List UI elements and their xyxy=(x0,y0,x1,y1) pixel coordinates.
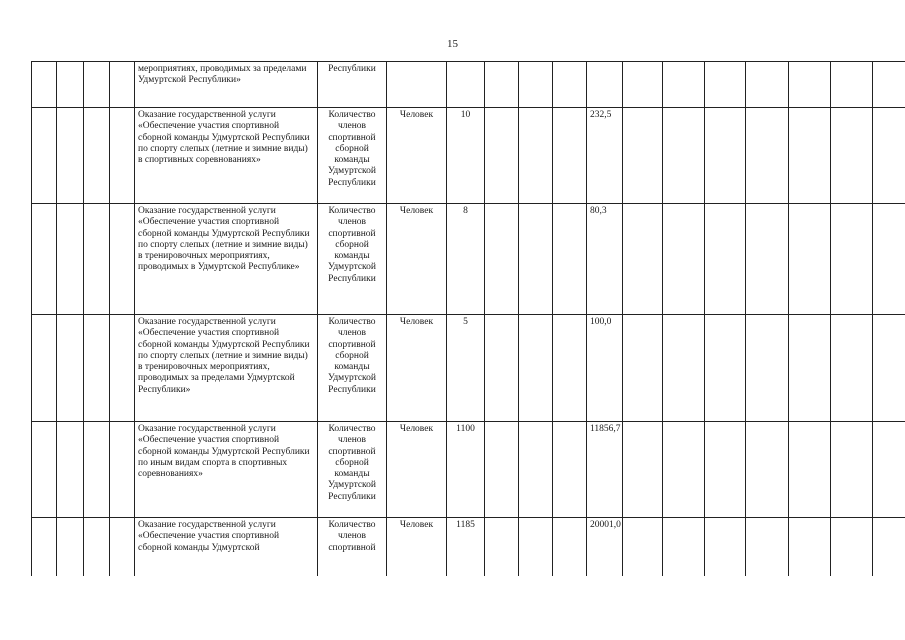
indicator-value: 8 xyxy=(447,204,485,315)
table-row xyxy=(32,108,905,204)
empty-cell xyxy=(57,204,84,315)
empty-cell xyxy=(553,62,587,108)
empty-cell xyxy=(831,108,873,204)
empty-cell xyxy=(789,422,831,518)
empty-cell xyxy=(110,518,135,577)
empty-cell xyxy=(32,108,57,204)
empty-cell xyxy=(623,315,663,422)
empty-cell xyxy=(831,315,873,422)
empty-cell xyxy=(746,62,789,108)
indicator-name: Количество членов спортивной xyxy=(318,518,387,577)
amount: 80,3 xyxy=(587,204,623,315)
empty-cell xyxy=(831,518,873,577)
table-row xyxy=(32,422,905,518)
indicator-name: Республики xyxy=(318,62,387,108)
unit xyxy=(387,62,447,108)
empty-cell xyxy=(32,62,57,108)
empty-cell xyxy=(485,204,519,315)
empty-cell xyxy=(623,108,663,204)
indicator-name: Количество членов спортивной сборной команды Удмуртской Республики xyxy=(318,315,387,422)
empty-cell xyxy=(519,204,553,315)
empty-cell xyxy=(705,108,746,204)
empty-cell xyxy=(519,108,553,204)
empty-cell xyxy=(485,518,519,577)
empty-cell xyxy=(873,204,905,315)
amount xyxy=(587,62,623,108)
unit: Человек xyxy=(387,422,447,518)
empty-cell xyxy=(57,108,84,204)
empty-cell xyxy=(485,62,519,108)
empty-cell xyxy=(110,108,135,204)
empty-cell xyxy=(57,422,84,518)
amount: 100,0 xyxy=(587,315,623,422)
empty-cell xyxy=(789,315,831,422)
empty-cell xyxy=(663,422,705,518)
empty-cell xyxy=(57,518,84,577)
empty-cell xyxy=(789,62,831,108)
empty-cell xyxy=(873,422,905,518)
empty-cell xyxy=(110,422,135,518)
empty-cell xyxy=(519,422,553,518)
empty-cell xyxy=(519,62,553,108)
empty-cell xyxy=(32,204,57,315)
page-number: 15 xyxy=(447,38,458,50)
table-row xyxy=(32,62,905,108)
empty-cell xyxy=(831,422,873,518)
amount: 20001,0 xyxy=(587,518,623,577)
empty-cell xyxy=(32,315,57,422)
empty-cell xyxy=(746,108,789,204)
empty-cell xyxy=(705,518,746,577)
empty-cell xyxy=(84,518,110,577)
empty-cell xyxy=(746,204,789,315)
empty-cell xyxy=(873,315,905,422)
empty-cell xyxy=(705,315,746,422)
empty-cell xyxy=(84,315,110,422)
empty-cell xyxy=(746,518,789,577)
empty-cell xyxy=(553,422,587,518)
empty-cell xyxy=(485,315,519,422)
unit: Человек xyxy=(387,108,447,204)
empty-cell xyxy=(110,204,135,315)
empty-cell xyxy=(553,315,587,422)
amount: 232,5 xyxy=(587,108,623,204)
empty-cell xyxy=(32,518,57,577)
empty-cell xyxy=(57,62,84,108)
service-name: Оказание государственной услуги «Обеспечение участия спортивной сборной команды Удмуртской xyxy=(135,518,318,577)
empty-cell xyxy=(789,108,831,204)
empty-cell xyxy=(831,204,873,315)
empty-cell xyxy=(485,108,519,204)
empty-cell xyxy=(663,204,705,315)
service-name: Оказание государственной услуги «Обеспечение участия спортивной сборной команды Удмуртской Республики по иным видам спорта в спортивных соревнованиях» xyxy=(135,422,318,518)
empty-cell xyxy=(831,62,873,108)
empty-cell xyxy=(705,62,746,108)
empty-cell xyxy=(789,204,831,315)
empty-cell xyxy=(553,108,587,204)
empty-cell xyxy=(746,315,789,422)
empty-cell xyxy=(663,518,705,577)
empty-cell xyxy=(705,204,746,315)
empty-cell xyxy=(110,62,135,108)
empty-cell xyxy=(705,422,746,518)
indicator-value: 1185 xyxy=(447,518,485,577)
indicator-value: 5 xyxy=(447,315,485,422)
empty-cell xyxy=(663,62,705,108)
empty-cell xyxy=(873,108,905,204)
unit: Человек xyxy=(387,204,447,315)
indicator-value: 10 xyxy=(447,108,485,204)
empty-cell xyxy=(553,518,587,577)
empty-cell xyxy=(57,315,84,422)
empty-cell xyxy=(519,315,553,422)
empty-cell xyxy=(623,204,663,315)
table-row xyxy=(32,315,905,422)
empty-cell xyxy=(623,62,663,108)
empty-cell xyxy=(873,518,905,577)
indicator-name: Количество членов спортивной сборной команды Удмуртской Республики xyxy=(318,204,387,315)
service-name: мероприятиях, проводимых за пределами Удмуртской Республики» xyxy=(135,62,318,108)
empty-cell xyxy=(623,422,663,518)
empty-cell xyxy=(553,204,587,315)
empty-cell xyxy=(663,108,705,204)
empty-cell xyxy=(84,422,110,518)
amount: 11856,7 xyxy=(587,422,623,518)
empty-cell xyxy=(663,315,705,422)
unit: Человек xyxy=(387,518,447,577)
empty-cell xyxy=(789,518,831,577)
table-row xyxy=(32,518,905,577)
indicator-value: 1100 xyxy=(447,422,485,518)
services-table xyxy=(31,61,905,576)
empty-cell xyxy=(519,518,553,577)
indicator-value xyxy=(447,62,485,108)
service-name: Оказание государственной услуги «Обеспечение участия спортивной сборной команды Удмуртской Республики по спорту слепых (летние и зимние виды) в спортивных соревнованиях» xyxy=(135,108,318,204)
unit: Человек xyxy=(387,315,447,422)
empty-cell xyxy=(84,108,110,204)
empty-cell xyxy=(623,518,663,577)
indicator-name: Количество членов спортивной сборной команды Удмуртской Республики xyxy=(318,108,387,204)
empty-cell xyxy=(485,422,519,518)
empty-cell xyxy=(873,62,905,108)
indicator-name: Количество членов спортивной сборной команды Удмуртской Республики xyxy=(318,422,387,518)
service-name: Оказание государственной услуги «Обеспечение участия спортивной сборной команды Удмуртской Республики по спорту слепых (летние и зимние виды) в тренировочных мероприятиях, проводимых за пределами Удмуртской Республики» xyxy=(135,315,318,422)
empty-cell xyxy=(746,422,789,518)
empty-cell xyxy=(84,204,110,315)
empty-cell xyxy=(32,422,57,518)
empty-cell xyxy=(84,62,110,108)
table-row xyxy=(32,204,905,315)
empty-cell xyxy=(110,315,135,422)
service-name: Оказание государственной услуги «Обеспечение участия спортивной сборной команды Удмуртской Республики по спорту слепых (летние и зимние виды) в тренировочных мероприятиях, проводимых в Удмуртской Республике» xyxy=(135,204,318,315)
